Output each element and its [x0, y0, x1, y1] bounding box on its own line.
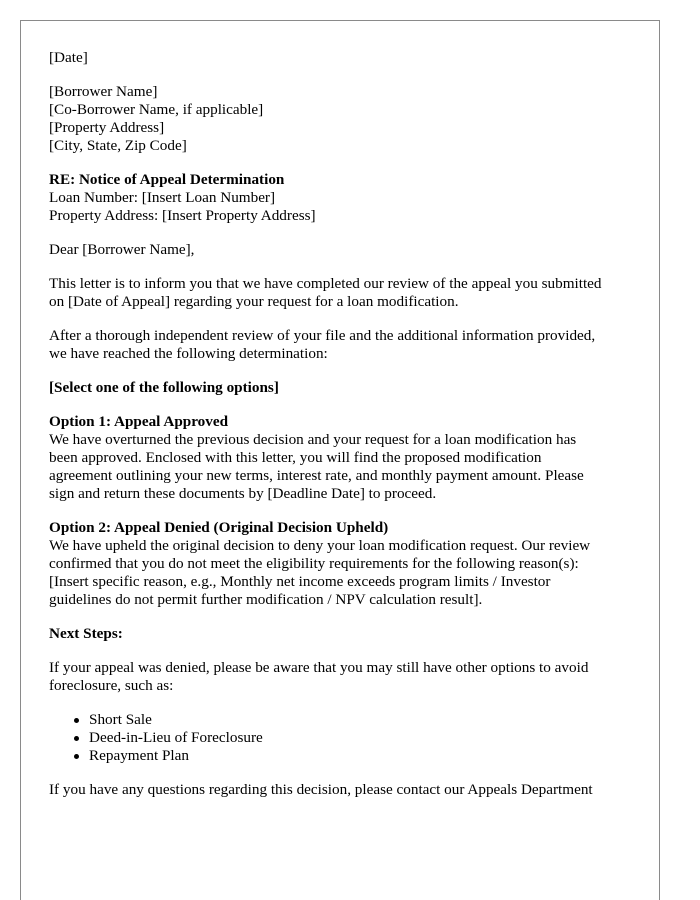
option-2-heading: Option 2: Appeal Denied (Original Decision Upheld) [49, 519, 389, 536]
address-line: [Property Address] [49, 119, 165, 136]
list-item-label: Short Sale [89, 711, 152, 728]
paragraph-line: foreclosure, such as: [49, 677, 174, 694]
paragraph-line: sign and return these documents by [Deadline Date] to proceed. [49, 485, 437, 502]
option-2-section [49, 519, 639, 609]
list-item [89, 729, 639, 747]
list-item [89, 711, 639, 729]
property-address-line: Property Address: [Insert Property Address] [49, 207, 316, 224]
paragraph-line: [Insert specific reason, e.g., Monthly net income exceeds program limits / Investor [49, 573, 551, 590]
paragraph-line: We have upheld the original decision to deny your loan modification request. Our review [49, 537, 591, 554]
foreclosure-options-list [49, 711, 639, 765]
paragraph-line: We have overturned the previous decision and your request for a loan modification has [49, 431, 577, 448]
paragraph-line: on [Date of Appeal] regarding your request for a loan modification. [49, 293, 459, 310]
letter-date [49, 49, 639, 67]
re-heading: RE: Notice of Appeal Determination [49, 171, 285, 188]
address-line: [Co-Borrower Name, if applicable] [49, 101, 264, 118]
option-1-section [49, 413, 639, 503]
letter-body [49, 49, 639, 799]
intro-paragraph [49, 275, 639, 311]
next-steps-heading-text: Next Steps: [49, 625, 123, 642]
list-item [89, 747, 639, 765]
list-item-label: Deed-in-Lieu of Foreclosure [89, 729, 263, 746]
list-item-label: Repayment Plan [89, 747, 189, 764]
letter-page [20, 20, 660, 900]
loan-number-line: Loan Number: [Insert Loan Number] [49, 189, 276, 206]
select-heading-text: [Select one of the following options] [49, 379, 279, 396]
paragraph-line: If you have any questions regarding this decision, please contact our Appeals Department [49, 781, 593, 798]
review-paragraph [49, 327, 639, 363]
next-steps-heading [49, 625, 639, 643]
option-1-heading: Option 1: Appeal Approved [49, 413, 229, 430]
paragraph-line: guidelines do not permit further modification / NPV calculation result]. [49, 591, 483, 608]
salutation [49, 241, 639, 259]
bullet-icon [74, 754, 79, 759]
address-line: [Borrower Name] [49, 83, 158, 100]
paragraph-line: we have reached the following determination: [49, 345, 328, 362]
recipient-address [49, 83, 639, 155]
paragraph-line: This letter is to inform you that we have completed our review of the appeal you submitted [49, 275, 602, 292]
paragraph-line: agreement outlining your new terms, interest rate, and monthly payment amount. Please [49, 467, 584, 484]
closing-paragraph [49, 781, 639, 799]
denied-paragraph [49, 659, 639, 695]
paragraph-line: If your appeal was denied, please be aware that you may still have other options to avoid [49, 659, 589, 676]
bullet-icon [74, 718, 79, 723]
re-block [49, 171, 639, 225]
bullet-icon [74, 736, 79, 741]
select-options-heading [49, 379, 639, 397]
salutation-text: Dear [Borrower Name], [49, 241, 195, 258]
date-text: [Date] [49, 49, 88, 66]
paragraph-line: confirmed that you do not meet the eligibility requirements for the following reason(s): [49, 555, 579, 572]
paragraph-line: After a thorough independent review of your file and the additional information provided, [49, 327, 596, 344]
address-line: [City, State, Zip Code] [49, 137, 187, 154]
paragraph-line: been approved. Enclosed with this letter, you will find the proposed modification [49, 449, 542, 466]
